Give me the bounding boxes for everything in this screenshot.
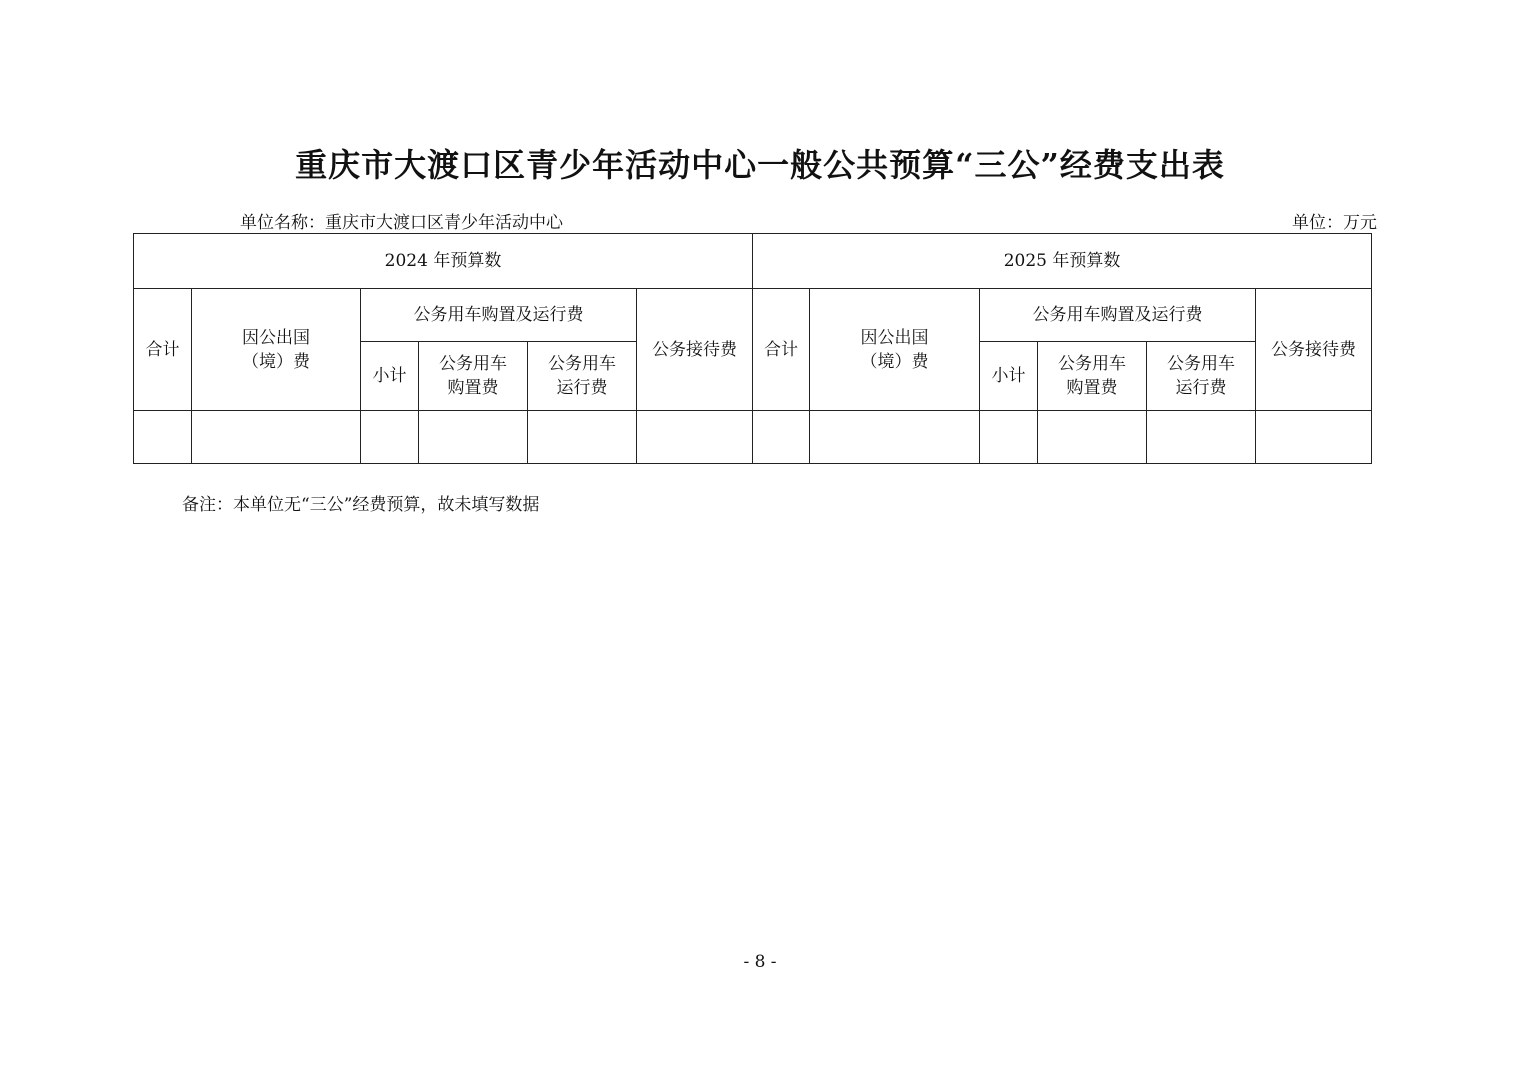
unit-label: 单位：万元: [1292, 213, 1377, 233]
col-vehicle-2025: 公务用车购置及运行费: [980, 289, 1256, 342]
value-total-2024: [134, 411, 192, 464]
footnote: 备注：本单位无“三公”经费预算，故未填写数据: [182, 495, 540, 515]
col-purchase-2024: 公务用车 购置费: [419, 342, 528, 411]
value-abroad-2025: [810, 411, 980, 464]
budget-table: [133, 233, 1372, 464]
value-purchase-2025: [1038, 411, 1147, 464]
value-operation-2024: [528, 411, 637, 464]
col-reception-2024: 公务接待费: [637, 289, 753, 411]
value-subtotal-2025: [980, 411, 1038, 464]
value-purchase-2024: [419, 411, 528, 464]
col-reception-2025: 公务接待费: [1256, 289, 1372, 411]
unit-name: 单位名称：重庆市大渡口区青少年活动中心: [240, 213, 563, 233]
value-total-2025: [753, 411, 810, 464]
header-2024: 2024 年预算数: [134, 234, 753, 289]
col-operation-2025: 公务用车 运行费: [1147, 342, 1256, 411]
col-total-2024: 合计: [134, 289, 192, 411]
col-purchase-2025: 公务用车 购置费: [1038, 342, 1147, 411]
col-operation-2024: 公务用车 运行费: [528, 342, 637, 411]
value-reception-2025: [1256, 411, 1372, 464]
page-number: - 8 -: [743, 952, 777, 972]
header-2025: 2025 年预算数: [753, 234, 1372, 289]
col-subtotal-2025: 小计: [980, 342, 1038, 411]
col-vehicle-2024: 公务用车购置及运行费: [361, 289, 637, 342]
col-total-2025: 合计: [753, 289, 810, 411]
value-operation-2025: [1147, 411, 1256, 464]
value-abroad-2024: [192, 411, 361, 464]
page-title: 重庆市大渡口区青少年活动中心一般公共预算“三公”经费支出表: [295, 146, 1225, 184]
col-subtotal-2024: 小计: [361, 342, 419, 411]
col-abroad-2024: 因公出国 （境）费: [192, 289, 361, 411]
value-reception-2024: [637, 411, 753, 464]
col-abroad-2025: 因公出国 （境）费: [810, 289, 980, 411]
table-row: [134, 411, 1372, 464]
value-subtotal-2024: [361, 411, 419, 464]
